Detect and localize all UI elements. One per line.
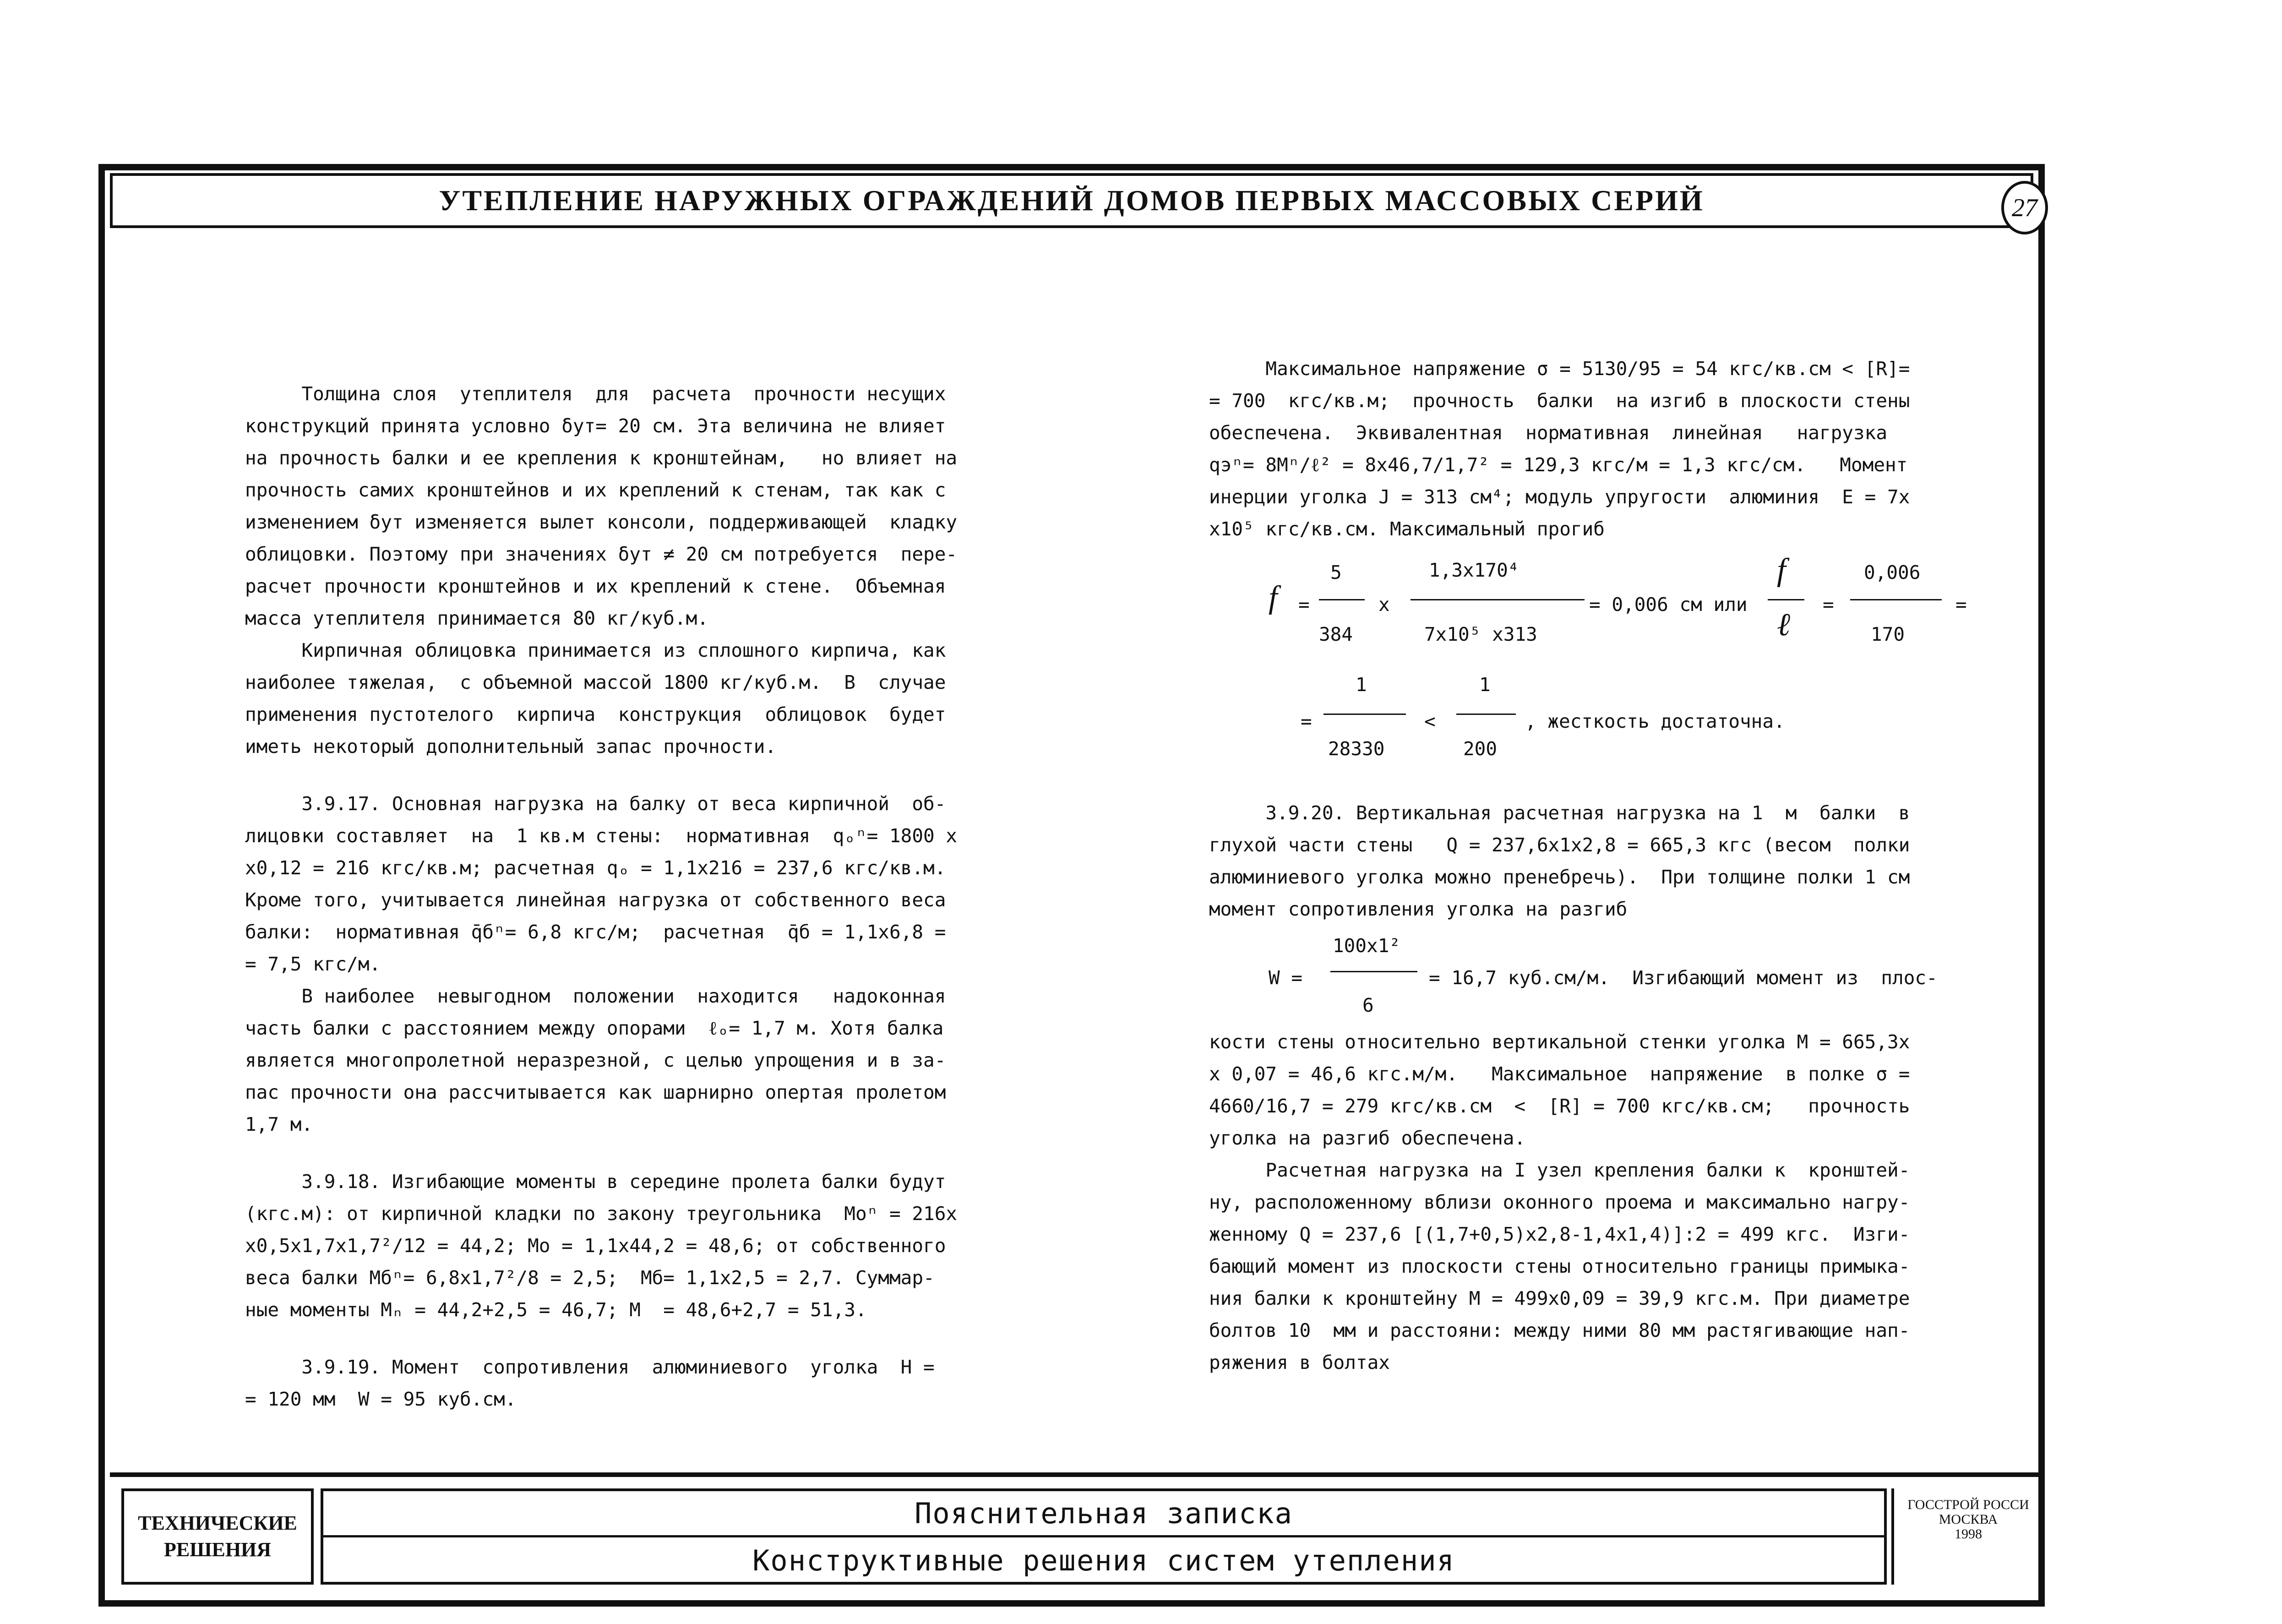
fraction-bar [1850,599,1942,600]
eq-sign: = [1298,594,1310,616]
text-line: х0,12 = 216 кгс/кв.м; расчетная qₒ = 1,1х216 = 237,6 кгс/кв.м. [245,857,946,879]
text-line: 4660/16,7 = 279 кгс/кв.см < [R] = 700 кгс/кв.см; прочность [1209,1095,1910,1117]
fraction-bar [1768,599,1804,600]
fraction-bar [1330,971,1417,972]
text-line: обеспечена. Эквивалентная нормативная линейная нагрузка [1209,422,1888,444]
org-year: 1998 [1955,1526,1982,1542]
eq-sign-3: = [1955,594,1967,616]
text-line: часть балки с расстоянием между опорами ℓₒ= 1,7 м. Хотя балка [245,1017,944,1039]
text-line [245,1140,1042,1166]
text-line: лицовки составляет на 1 кв.м стены: нормативная qₒⁿ= 1800 х [245,825,958,847]
organization-block [1891,1488,2042,1585]
text-line: веса балки Mбⁿ= 6,8х1,7²/8 = 2,5; Mб= 1,1х2,5 = 2,7. Суммар- [245,1267,935,1289]
den-main: 7х10⁵ х313 [1424,623,1537,645]
text-line: конструкций принята условно δут= 20 см. Эта величина не влияет [245,415,946,437]
tech-stamp [121,1488,314,1585]
num-1: 1 [1356,674,1367,696]
text-line: масса утеплителя принимается 80 кг/куб.м. [245,607,709,629]
stiffness-text: , жесткость достаточна. [1525,710,1785,732]
text-line: облицовки. Поэтому при значениях δут ≠ 20 см потребуется пере- [245,543,958,565]
text-line: = 120 мм W = 95 куб.см. [245,1388,517,1410]
text-line: Кирпичная облицовка принимается из сплошного кирпича, как [245,639,946,661]
den-384: 384 [1319,623,1353,645]
times-sign: х [1378,594,1390,616]
doc-title: Пояснительная записка [915,1496,1293,1530]
text-line: 3.9.18. Изгибающие моменты в середине пролета балки будут [245,1171,946,1193]
deflection-formula [1209,545,2020,664]
text-line: пас прочности она рассчитывается как шарнирно опертая пролетом [245,1081,946,1103]
title-frame [110,173,2033,228]
text-line: уголка на разгиб обеспечена. [1209,1127,1526,1149]
den-6: 6 [1362,994,1374,1016]
text-line: балки: нормативная q̄бⁿ= 6,8 кгс/м; расчетная q̄б = 1,1х6,8 = [245,921,946,943]
text-line: 1,7 м. [245,1113,313,1135]
text-line: глухой части стены Q = 237,6х1х2,8 = 665,3 кгс (весом полки [1209,834,1910,856]
text-line: ния балки к кронштейну M = 499х0,09 = 39,9 кгс.м. При диаметре [1209,1287,1910,1309]
num-5: 5 [1330,561,1342,583]
org-city: МОСКВА [1939,1512,1998,1527]
text-line: момент сопротивления уголка на разгиб [1209,898,1628,920]
text-line: Толщина слоя утеплителя для расчета прочности несущих [245,383,946,405]
text-line: Расчетная нагрузка на I узел крепления балки к кронштей- [1209,1159,1910,1181]
stiffness-formula [1209,664,2020,769]
title-block [321,1488,1887,1585]
text-line: бающий момент из плоскости стены относительно границы примыка- [1209,1255,1910,1277]
text-line: кости стены относительно вертикальной стенки уголка M = 665,3х [1209,1031,1910,1053]
text-line: х 0,07 = 46,6 кгс.м/м. Максимальное напряжение в полке σ = [1209,1063,1910,1085]
den-170: 170 [1871,623,1905,645]
text-line: qэⁿ= 8Mⁿ/ℓ² = 8х46,7/1,7² = 129,3 кгс/м = 1,3 кгс/см. Момент [1209,454,1908,476]
text-line: 3.9.19. Момент сопротивления алюминиевого уголка H = [245,1356,935,1378]
text-line: ну, расположенному вблизи оконного проема и максимально нагру- [1209,1191,1910,1213]
text-line: (кгс.м): от кирпичной кладки по закону треугольника Moⁿ = 216х [245,1203,958,1225]
left-column [245,378,1042,1415]
f-over: f [1777,552,1786,588]
text-line: болтов 10 мм и расстояни: между ними 80 мм растягивающие нап- [1209,1319,1910,1341]
num-main: 1,3х170⁴ [1429,559,1520,581]
result-text: = 0,006 см или [1589,594,1748,616]
den-28330: 28330 [1328,738,1385,760]
text-line: 3.9.20. Вертикальная расчетная нагрузка на 1 м балки в [1209,802,1910,824]
text-line: ные моменты Mₙ = 44,2+2,5 = 46,7; M = 48,6+2,7 = 51,3. [245,1299,867,1321]
text-line: прочность самих кронштейнов и их креплений к стенам, так как с [245,479,946,501]
text-line: является многопролетной неразрезной, с целью упрощения и в за- [245,1049,946,1071]
text-line: иметь некоторый дополнительный запас прочности. [245,736,777,758]
text-line [245,763,1042,788]
text-line: х10⁵ кгс/кв.см. Максимальный прогиб [1209,518,1605,540]
org-name: ГОССТРОЙ РОССИ [1907,1497,2029,1512]
fraction-bar [1411,599,1585,600]
l-under: ℓ [1777,607,1791,643]
w-label: W = [1269,967,1303,989]
text-line: расчет прочности кронштейнов и их креплений к стене. Объемная [245,575,946,597]
stamp-line-1: ТЕХНИЧЕСКИЕ [138,1512,297,1534]
text-line: 3.9.17. Основная нагрузка на балку от веса кирпичной об- [245,793,946,815]
lt-sign: < [1424,710,1436,732]
num-1b: 1 [1479,674,1491,696]
text-line: = 7,5 кгс/м. [245,953,381,975]
fraction-bar [1456,714,1516,715]
text-line: В наиболее невыгодном положении находится надоконная [245,985,946,1007]
eq-sign-2: = [1823,594,1834,616]
den-200: 200 [1463,738,1498,760]
text-line: Максимальное напряжение σ = 5130/95 = 54 кгс/кв.см < [R]= [1209,358,1910,380]
text-line: Кроме того, учитывается линейная нагрузка от собственного веса [245,889,946,911]
text-line: алюминиевого уголка можно пренебречь). При толщине полки 1 см [1209,866,1910,888]
page-number: 27 [2001,181,2048,234]
text-line: = 700 кгс/кв.м; прочность балки на изгиб в плоскости стены [1209,390,1910,412]
f-symbol: f [1269,580,1278,615]
w-tail: = 16,7 куб.см/м. Изгибающий момент из плос- [1429,967,1938,989]
page-title: УТЕПЛЕНИЕ НАРУЖНЫХ ОГРАЖДЕНИЙ ДОМОВ ПЕРВЫХ МАССОВЫХ СЕРИЙ [439,184,1705,217]
text-line: изменением δут изменяется вылет консоли, поддерживающей кладку [245,511,958,533]
text-line: ряжения в болтах [1209,1352,1390,1373]
eq-sign: = [1301,710,1312,732]
text-line: применения пустотелого кирпича конструкция облицовок будет [245,703,946,725]
text-line: наиболее тяжелая, с объемной массой 1800 кг/куб.м. В случае [245,671,946,693]
right-column [1209,353,2020,1379]
doc-subtitle: Конструктивные решения систем утепления [752,1543,1455,1577]
stamp-line-2: РЕШЕНИЯ [163,1538,272,1561]
text-line: инерции уголка J = 313 см⁴; модуль упругости алюминия E = 7х [1209,486,1910,508]
text-line: на прочность балки и ее крепления к кронштейнам, но влияет на [245,447,958,469]
section-modulus-formula [1209,925,2020,1026]
num-0006: 0,006 [1864,561,1921,583]
text-line: х0,5х1,7х1,7²/12 = 44,2; Mo = 1,1х44,2 = 48,6; от собственного [245,1235,946,1257]
fraction-bar [1319,599,1365,600]
fraction-bar [1323,714,1406,715]
num-w: 100х1² [1333,935,1401,957]
text-line [245,1326,1042,1351]
text-line: женному Q = 237,6 [(1,7+0,5)х2,8-1,4х1,4)]:2 = 499 кгс. Изги- [1209,1223,1910,1245]
